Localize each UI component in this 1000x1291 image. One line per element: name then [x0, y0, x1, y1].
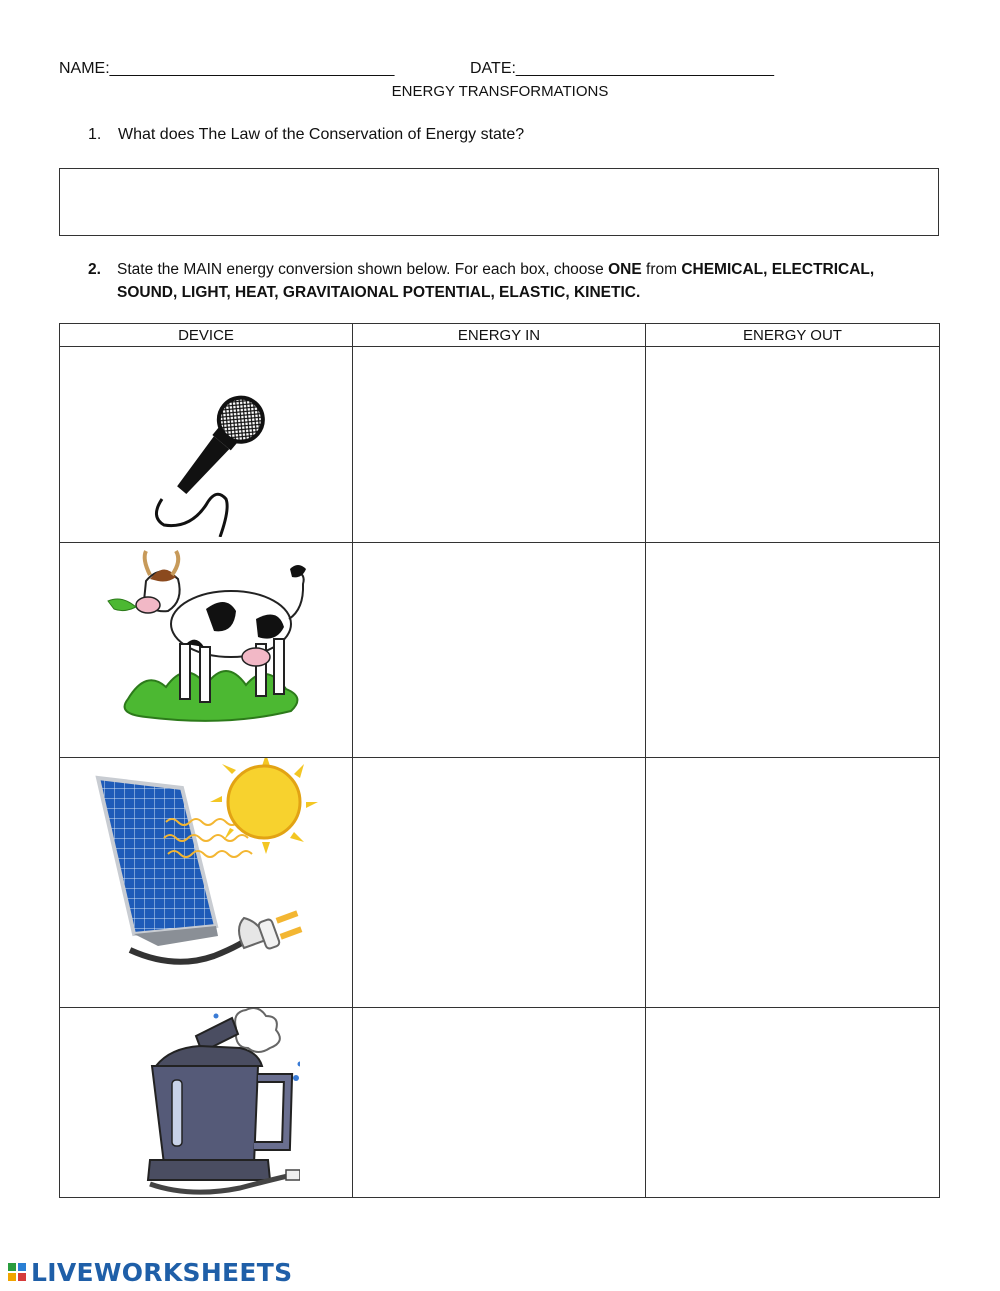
question-2-text: State the MAIN energy conversion shown below. For each box, choose	[117, 261, 609, 278]
question-2-options: CHEMICAL, ELECTRICAL, SOUND, LIGHT, HEAT, GRAVITAIONAL POTENTIAL, ELASTIC, KINETIC.	[117, 261, 875, 301]
column-header-device: DEVICE	[60, 324, 353, 347]
worksheet-title: ENERGY TRANSFORMATIONS	[391, 83, 609, 100]
energy-in-cell[interactable]	[353, 758, 646, 1008]
table-row	[60, 1008, 940, 1198]
cow-icon	[106, 539, 311, 739]
energy-out-cell[interactable]	[646, 1008, 940, 1198]
kettle-icon	[120, 1008, 300, 1197]
question-2-number: 2.	[88, 261, 101, 278]
question-1	[88, 126, 524, 144]
energy-out-cell[interactable]	[646, 543, 940, 758]
name-field-label: NAME:________________________________	[59, 60, 395, 77]
device-cell	[60, 758, 353, 1008]
energy-table	[59, 323, 940, 1198]
brand-name: LIVEWORKSHEETS	[31, 1258, 293, 1287]
question-1-answer-box[interactable]	[59, 168, 939, 236]
table-row	[60, 347, 940, 543]
question-2-text-mid: from	[641, 261, 682, 278]
question-2	[88, 258, 928, 304]
solar-panel-icon	[94, 758, 319, 978]
energy-out-cell[interactable]	[646, 758, 940, 1008]
question-2-emphasis: ONE	[608, 261, 642, 278]
column-header-energy-out: ENERGY OUT	[646, 324, 940, 347]
table-row	[60, 543, 940, 758]
brand-mark-icon	[8, 1261, 28, 1285]
microphone-icon	[150, 387, 280, 537]
energy-in-cell[interactable]	[353, 1008, 646, 1198]
energy-out-cell[interactable]	[646, 347, 940, 543]
device-cell	[60, 543, 353, 758]
table-header-row	[60, 324, 940, 347]
date-field-label: DATE:_____________________________	[470, 60, 774, 77]
energy-in-cell[interactable]	[353, 543, 646, 758]
question-1-number: 1.	[88, 126, 102, 143]
liveworksheets-logo[interactable]	[8, 1258, 292, 1287]
device-cell	[60, 347, 353, 543]
column-header-energy-in: ENERGY IN	[353, 324, 646, 347]
question-1-text: What does The Law of the Conservation of Energy state?	[118, 126, 525, 143]
table-row	[60, 758, 940, 1008]
device-cell	[60, 1008, 353, 1198]
energy-in-cell[interactable]	[353, 347, 646, 543]
